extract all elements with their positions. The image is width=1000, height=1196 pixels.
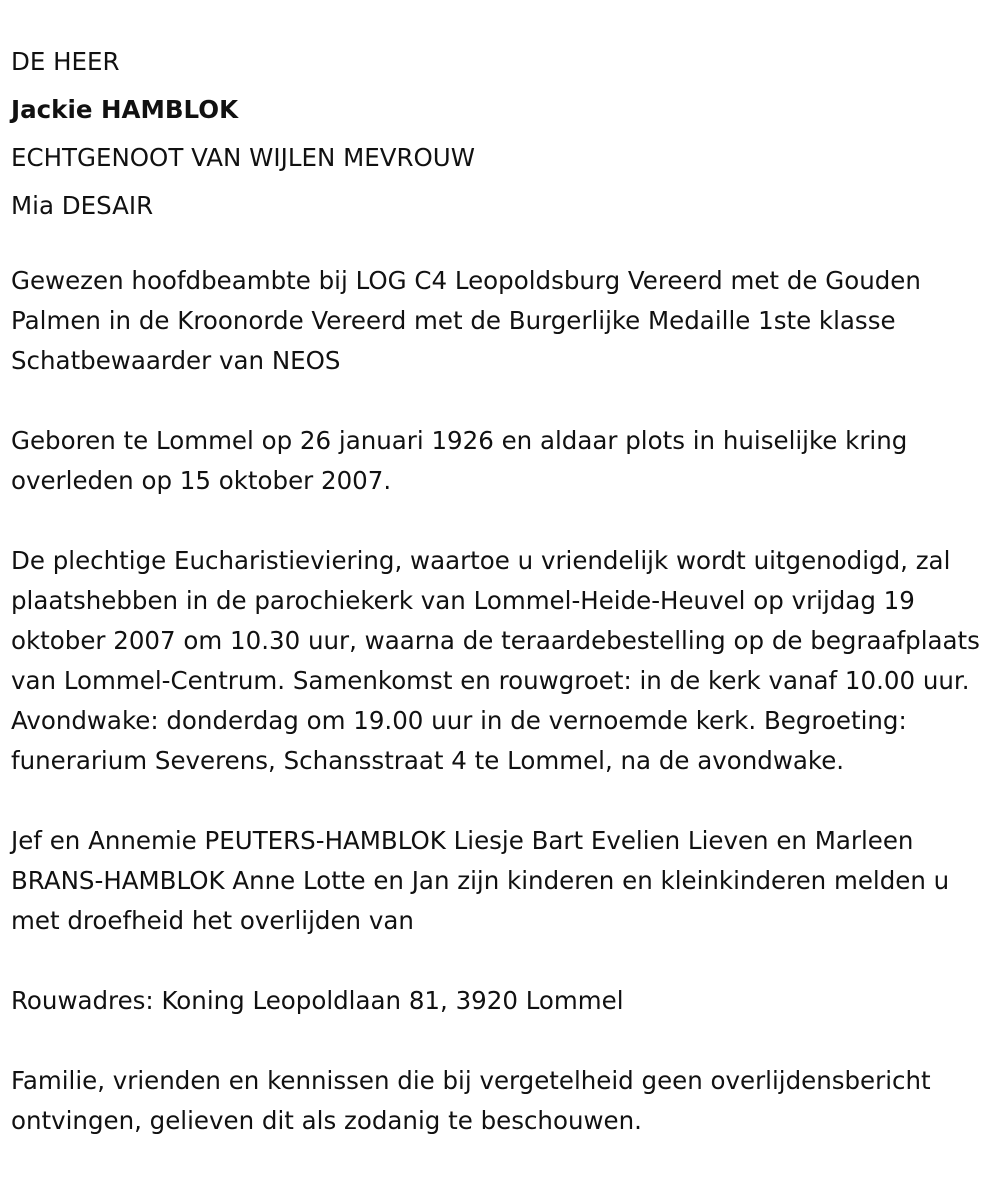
family-paragraph: Jef en Annemie PEUTERS-HAMBLOK Liesje Bart Evelien Lieven en Marleen BRANS-HAMBLOK Anne Lotte en Jan zijn kinderen en kleinkinderen melden u met droefheid het overlijden van	[11, 826, 950, 935]
birth-death-paragraph: Geboren te Lommel op 26 januari 1926 en aldaar plots in huiselijke kring overleden op 15 oktober 2007.	[11, 426, 908, 495]
address-paragraph: Rouwadres: Koning Leopoldlaan 81, 3920 Lommel	[11, 986, 624, 1015]
deceased-name: Jackie HAMBLOK	[11, 95, 239, 124]
career-paragraph: Gewezen hoofdbeambte bij LOG C4 Leopoldsburg Vereerd met de Gouden Palmen in de Kroonorde Vereerd met de Burgerlijke Medaille 1ste klasse Schatbewaarder van NEOS	[11, 266, 921, 375]
spouse-name: Mia DESAIR	[11, 191, 154, 220]
relation-line: ECHTGENOOT VAN WIJLEN MEVROUW	[11, 143, 475, 172]
notice-paragraph: Familie, vrienden en kennissen die bij vergetelheid geen overlijdensbericht ontvingen, gelieven dit als zodanig te beschouwen.	[11, 1066, 931, 1135]
obituary-header	[11, 38, 989, 230]
ceremony-paragraph: De plechtige Eucharistieviering, waartoe u vriendelijk wordt uitgenodigd, zal plaatshebben in de parochiekerk van Lommel-Heide-Heuvel op vrijdag 19 oktober 2007 om 10.30 uur, waarna de teraardebestelling op de begraafplaats van Lommel-Centrum. Samenkomst en rouwgroet: in de kerk vanaf 10.00 uur. Avondwake: donderdag om 19.00 uur in de vernoemde kerk. Begroeting: funerarium Severens, Schansstraat 4 te Lommel, na de avondwake.	[11, 546, 980, 775]
honorific-title: DE HEER	[11, 47, 120, 76]
